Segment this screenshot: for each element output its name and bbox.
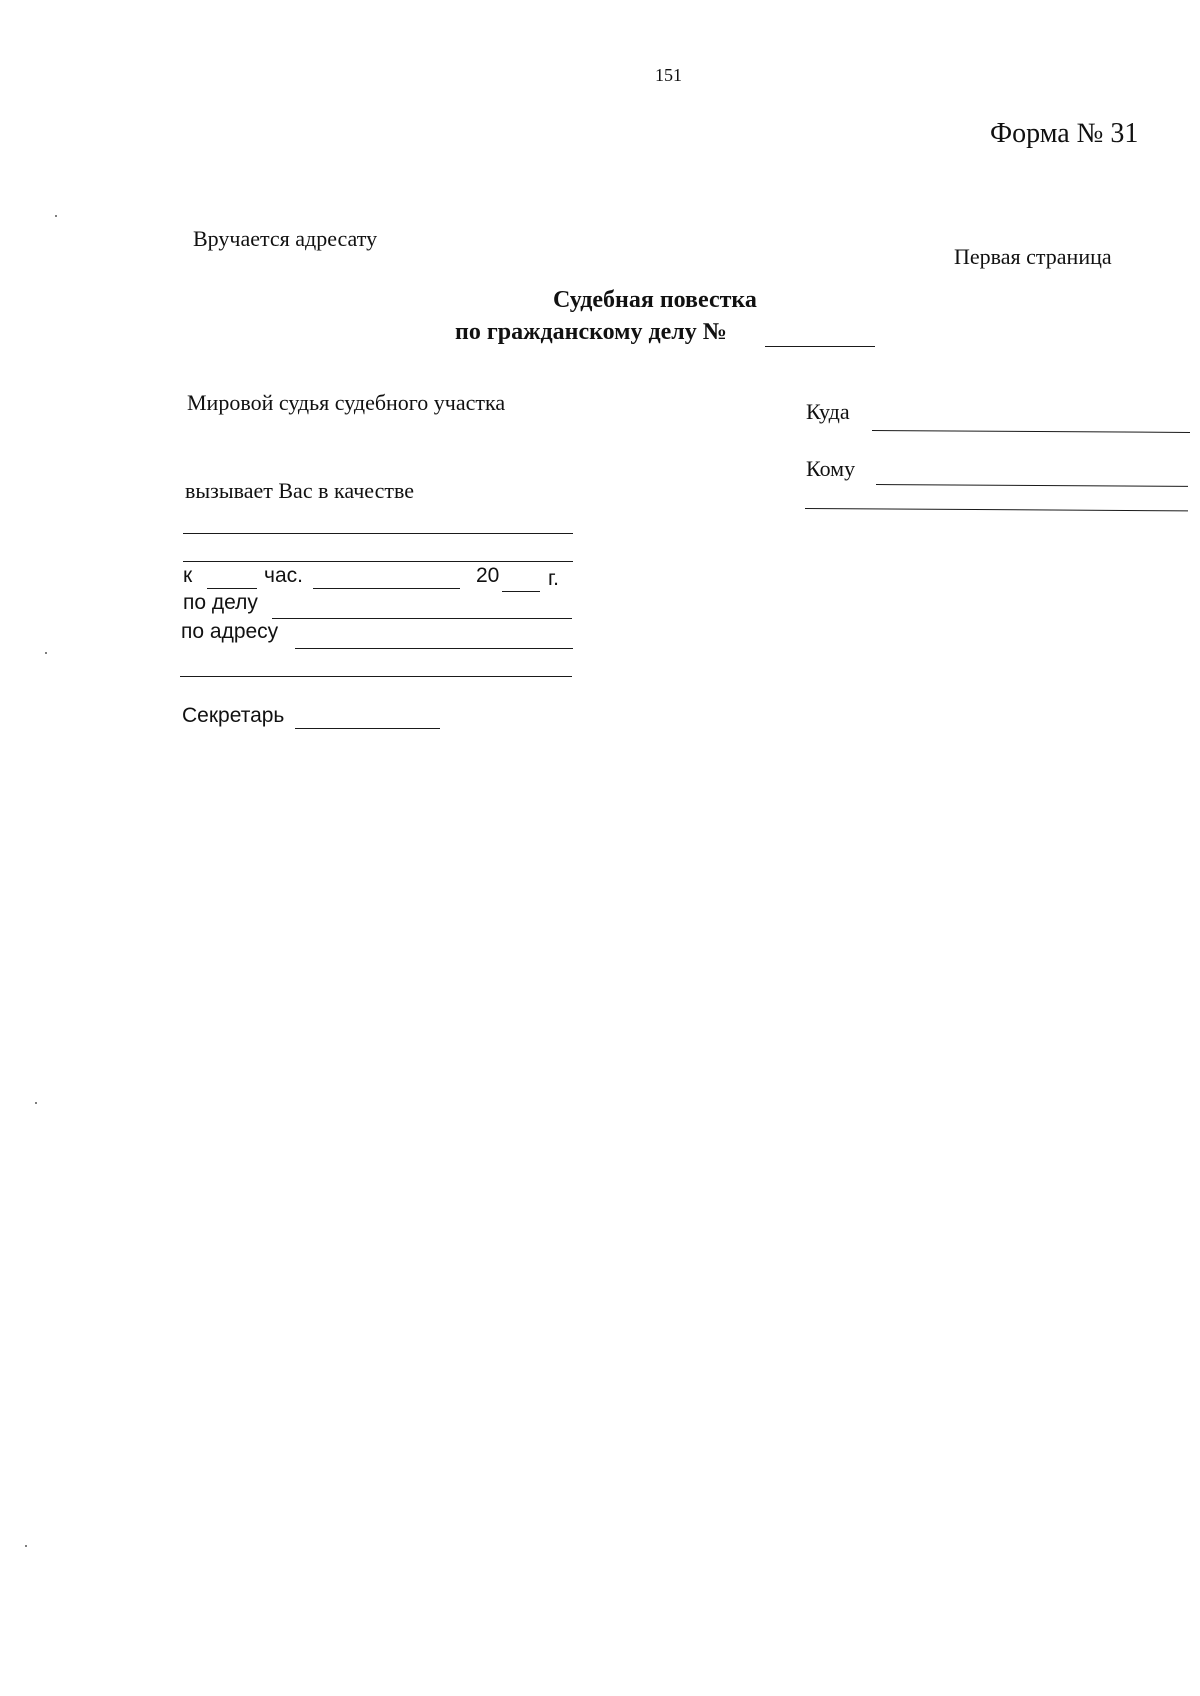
where-label: Куда bbox=[806, 399, 850, 424]
to-whom-field[interactable] bbox=[876, 484, 1188, 487]
document-subtitle: по гражданскому делу № bbox=[455, 319, 727, 345]
address-field-2[interactable] bbox=[180, 676, 572, 677]
hours-label: час. bbox=[264, 564, 303, 587]
address-label: по адресу bbox=[181, 620, 279, 643]
summons-label: вызывает Вас в качестве bbox=[185, 478, 414, 503]
secretary-label: Секретарь bbox=[182, 704, 285, 727]
scan-speck bbox=[45, 652, 47, 654]
capacity-field-2[interactable] bbox=[183, 561, 573, 562]
to-whom-field-2[interactable] bbox=[805, 508, 1188, 511]
month-field[interactable] bbox=[313, 588, 460, 589]
page-number: 151 bbox=[655, 65, 682, 85]
year-field[interactable] bbox=[502, 591, 540, 592]
document-title: Судебная повестка bbox=[553, 287, 757, 313]
secretary-signature-field[interactable] bbox=[295, 728, 440, 729]
scan-speck bbox=[35, 1102, 37, 1104]
scan-speck bbox=[25, 1545, 27, 1547]
address-field[interactable] bbox=[295, 648, 573, 649]
day-field[interactable] bbox=[207, 588, 257, 589]
form-label: Форма № 31 bbox=[990, 118, 1139, 149]
year-suffix: г. bbox=[548, 567, 559, 590]
case-field[interactable] bbox=[272, 618, 572, 619]
case-number-field[interactable] bbox=[765, 346, 875, 347]
deliver-to-label: Вручается адресату bbox=[193, 226, 378, 251]
page-side-label: Первая страница bbox=[954, 244, 1112, 269]
to-whom-label: Кому bbox=[806, 456, 856, 481]
judge-label: Мировой судья судебного участка bbox=[187, 390, 506, 415]
capacity-field-1[interactable] bbox=[183, 533, 573, 534]
case-label: по делу bbox=[183, 591, 258, 614]
where-field[interactable] bbox=[872, 430, 1190, 433]
year-prefix: 20 bbox=[476, 564, 500, 587]
at-label: к bbox=[183, 564, 193, 587]
scan-speck bbox=[55, 215, 57, 217]
